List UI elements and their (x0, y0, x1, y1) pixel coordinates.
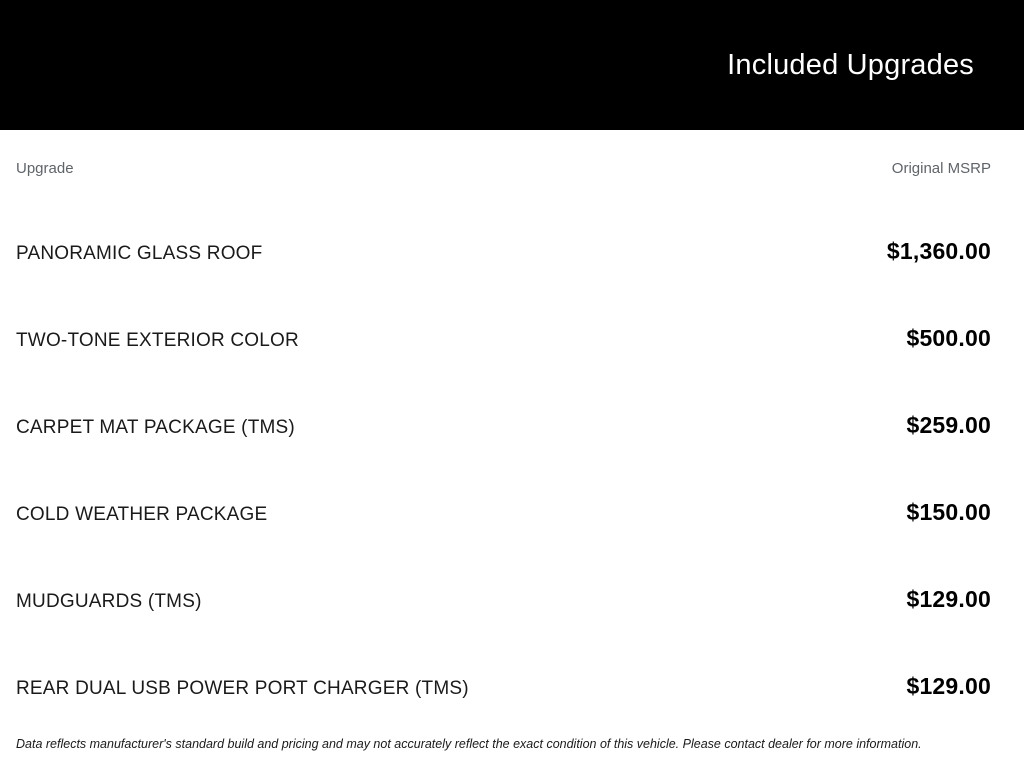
column-header-upgrade: Upgrade (16, 160, 74, 177)
upgrade-name: CARPET MAT PACKAGE (TMS) (16, 417, 295, 438)
table-row (16, 238, 991, 265)
table-row (16, 499, 991, 526)
upgrade-name: MUDGUARDS (TMS) (16, 591, 202, 612)
table-header-row (16, 160, 991, 178)
upgrade-msrp: $500.00 (906, 325, 991, 351)
table-row (16, 586, 991, 613)
page-title: Included Upgrades (727, 48, 974, 81)
upgrade-msrp: $129.00 (906, 673, 991, 699)
table-row (16, 325, 991, 352)
table-row (16, 673, 991, 700)
upgrade-name: TWO-TONE EXTERIOR COLOR (16, 330, 299, 351)
upgrade-msrp: $1,360.00 (886, 238, 991, 264)
upgrade-msrp: $150.00 (906, 499, 991, 525)
upgrades-table (0, 130, 1024, 751)
table-row (16, 412, 991, 439)
page-header (0, 0, 1024, 130)
upgrade-msrp: $259.00 (906, 412, 991, 438)
column-header-original-msrp: Original MSRP (891, 160, 991, 177)
upgrade-msrp: $129.00 (906, 586, 991, 612)
upgrade-name: COLD WEATHER PACKAGE (16, 504, 268, 525)
upgrade-name: PANORAMIC GLASS ROOF (16, 243, 263, 264)
disclaimer-text: Data reflects manufacturer's standard build and pricing and may not accurately reflect the exact condition of this vehicle. Please contact dealer for more information. (16, 737, 922, 751)
upgrade-name: REAR DUAL USB POWER PORT CHARGER (TMS) (16, 678, 469, 699)
